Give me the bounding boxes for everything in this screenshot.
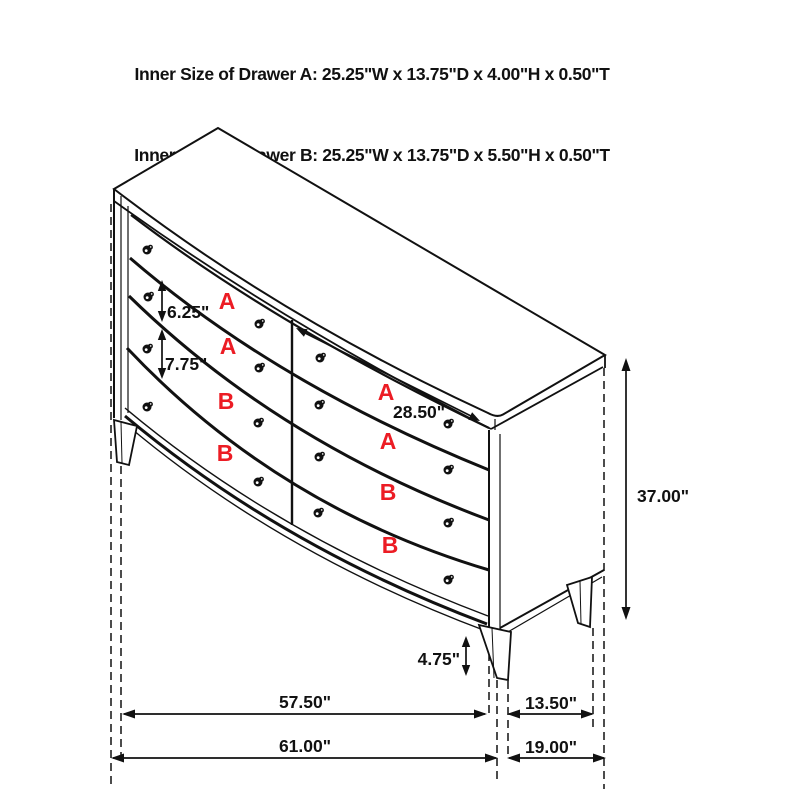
back-right-leg — [567, 577, 592, 627]
knob — [144, 292, 154, 302]
dimension-label-13-50: 13.50" — [524, 693, 578, 713]
drawer-letter: B — [379, 479, 397, 505]
knob — [255, 319, 265, 329]
knob — [444, 465, 454, 475]
dimension-overall-depth — [507, 737, 606, 763]
dimension-label-19-00: 19.00" — [524, 737, 578, 757]
dimension-label-4-75: 4.75" — [417, 649, 460, 669]
arrowhead-right — [581, 710, 594, 719]
drawer-b-inner-size-text: Inner Size of Drawer B: 25.25"W x 13.75"D x 5.50"H x 0.50"T — [134, 145, 610, 165]
arrowhead-left — [122, 710, 135, 719]
drawer-a-inner-size-text: Inner Size of Drawer A: 25.25"W x 13.75"D x 4.00"H x 0.50"T — [134, 64, 610, 84]
knob — [143, 402, 153, 412]
drawer-letter: A — [218, 288, 236, 314]
arrowhead-down — [462, 665, 470, 676]
arrowhead-left — [507, 710, 520, 719]
front-apron-bottom-edge — [127, 425, 486, 631]
arrowhead-down — [158, 311, 166, 322]
knob — [315, 452, 325, 462]
knob — [254, 418, 264, 428]
knob — [143, 344, 153, 354]
drawer-letter: A — [377, 379, 395, 405]
dimension-overall-width — [111, 736, 498, 763]
dimension-leg-height — [418, 636, 471, 676]
front-right-leg — [479, 625, 511, 680]
knob — [143, 245, 153, 255]
front-left-leg — [114, 420, 137, 465]
dimension-label-61-00: 61.00" — [278, 736, 332, 756]
drawer-letter: B — [381, 532, 399, 558]
left-side-edge — [114, 189, 128, 420]
dimension-label-6-25: 6.25" — [167, 302, 210, 322]
dresser-top — [114, 128, 605, 430]
knob — [316, 353, 326, 363]
arrowhead-up — [462, 636, 470, 647]
dimension-depth-between-legs — [507, 693, 594, 719]
arrowhead-left — [507, 754, 520, 763]
drawer-letter: B — [216, 440, 234, 466]
dimension-drawer-b-height — [158, 329, 208, 379]
knob — [255, 363, 265, 373]
knob — [315, 400, 325, 410]
arrowhead-right — [485, 754, 498, 763]
drawer-letter: A — [379, 428, 397, 454]
knob — [444, 518, 454, 528]
front-apron-top-edge — [125, 408, 488, 616]
knob — [314, 508, 324, 518]
dimension-label-37-00: 37.00" — [637, 486, 690, 506]
arrowhead-left — [111, 754, 124, 763]
arrowhead-right — [474, 710, 487, 719]
arrowhead-down — [622, 607, 631, 620]
knob — [254, 477, 264, 487]
dimension-width-between-legs — [122, 692, 487, 719]
drawer-letter: A — [219, 333, 237, 359]
arrowhead-lower-right — [468, 412, 480, 421]
arrowhead-upper-left — [296, 328, 308, 337]
arrowhead-up — [622, 358, 631, 371]
dimension-label-7-75: 7.75" — [165, 354, 208, 374]
drawer-letter: B — [217, 388, 235, 414]
dimension-overall-height — [622, 358, 690, 620]
dimension-label-28-50: 28.50" — [393, 402, 446, 422]
dimension-label-57-50: 57.50" — [278, 692, 332, 712]
knob — [444, 575, 454, 585]
